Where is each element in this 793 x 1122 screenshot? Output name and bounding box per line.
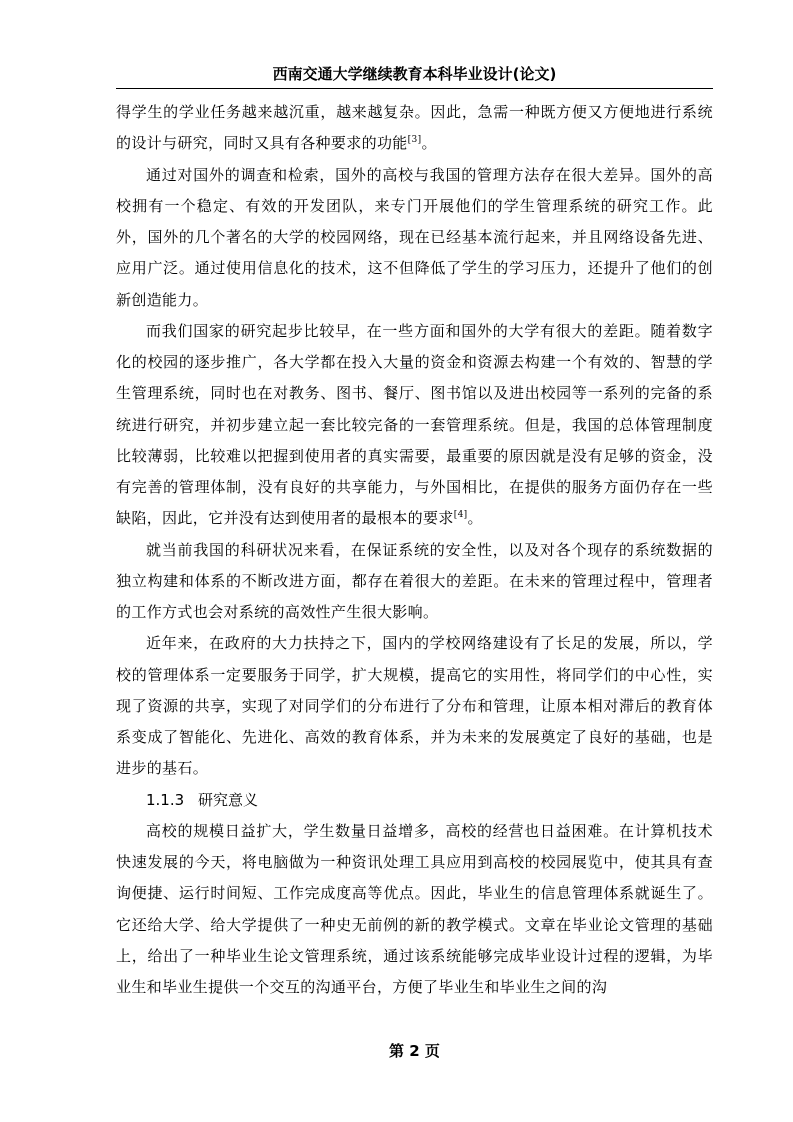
document-body (116, 97, 713, 1003)
page-number: 第 2 页 (389, 1042, 440, 1060)
page-header-title: 西南交通大学继续教育本科毕业设计(论文) (272, 65, 557, 83)
section-heading (116, 785, 713, 816)
section-title: 研究意义 (198, 790, 259, 809)
paragraph-current-status: 就当前我国的科研状况来看，在保证系统的安全性，以及对各个现存的系统数据的独立构建和体系的不断改进方面，都存在着很大的差距。在未来的管理过程中，管理者的工作方式也会对系统的高效性产生很大影响。 (116, 540, 713, 621)
paragraph-domestic-research (116, 316, 713, 535)
paragraph-significance: 高校的规模日益扩大，学生数量日益增多，高校的经营也日益困难。在计算机技术快速发展的今天，将电脑做为一种资讯处理工具应用到高校的校园展览中，使其具有查询便捷、运行时间短、工作完成度高等优点。因此，毕业生的信息管理体系就诞生了。它还给大学、给大学提供了一种史无前例的新的教学模式。文章在毕业论文管理的基础上，给出了一种毕业生论文管理系统，通过该系统能够完成毕业设计过程的逻辑，为毕业生和毕业生提供一个交互的沟通平台，方便了毕业生和毕业生之间的沟 (116, 821, 713, 996)
paragraph-continuation (116, 97, 713, 160)
paragraph-tail: 。 (421, 134, 437, 153)
citation-ref: [4] (453, 510, 468, 521)
citation-ref: [3] (407, 135, 422, 146)
paragraph-recent-years: 近年来，在政府的大力扶持之下，国内的学校网络建设有了长足的发展，所以，学校的管理体系一定要服务于同学，扩大规模，提高它的实用性，将同学们的中心性，实现了资源的共享，实现了对同学们的分布进行了分布和管理，让原本相对滞后的教育体系变成了智能化、先进化、高效的教育体系，并为未来的发展奠定了良好的基础，也是进步的基石。 (116, 634, 713, 778)
paragraph-tail: 。 (467, 509, 483, 528)
paragraph-text: 而我们国家的研究起步比较早，在一些方面和国外的大学有很大的差距。随着数字化的校园的逐步推广，各大学都在投入大量的资金和资源去构建一个有效的、智慧的学生管理系统，同时也在对教务、图书、餐厅、图书馆以及进出校园等一系列的完备的系统进行研究，并初步建立起一套比较完备的一套管理系统。但是，我国的总体管理制度比较薄弱，比较难以把握到使用者的真实需要，最重要的原因就是没有足够的资金，没有完善的管理体制，没有良好的共享能力，与外国相比，在提供的服务方面仍存在一些缺陷，因此，它并没有达到使用者的最根本的要求 (116, 321, 713, 528)
section-number: 1.1.3 (146, 790, 185, 809)
header-divider (116, 88, 713, 89)
paragraph-text: 得学生的学业任务越来越沉重，越来越复杂。因此，急需一种既方便又方便地进行系统的设计与研究，同时又具有各种要求的功能 (116, 103, 713, 153)
paragraph-foreign-universities: 通过对国外的调查和检索，国外的高校与我国的管理方法存在很大差异。国外的高校拥有一个稳定、有效的开发团队，来专门开展他们的学生管理系统的研究工作。此外，国外的几个著名的大学的校园网络，现在已经基本流行起来，并且网络设备先进、应用广泛。通过使用信息化的技术，这不但降低了学生的学习压力，还提升了他们的创新创造能力。 (116, 165, 713, 309)
